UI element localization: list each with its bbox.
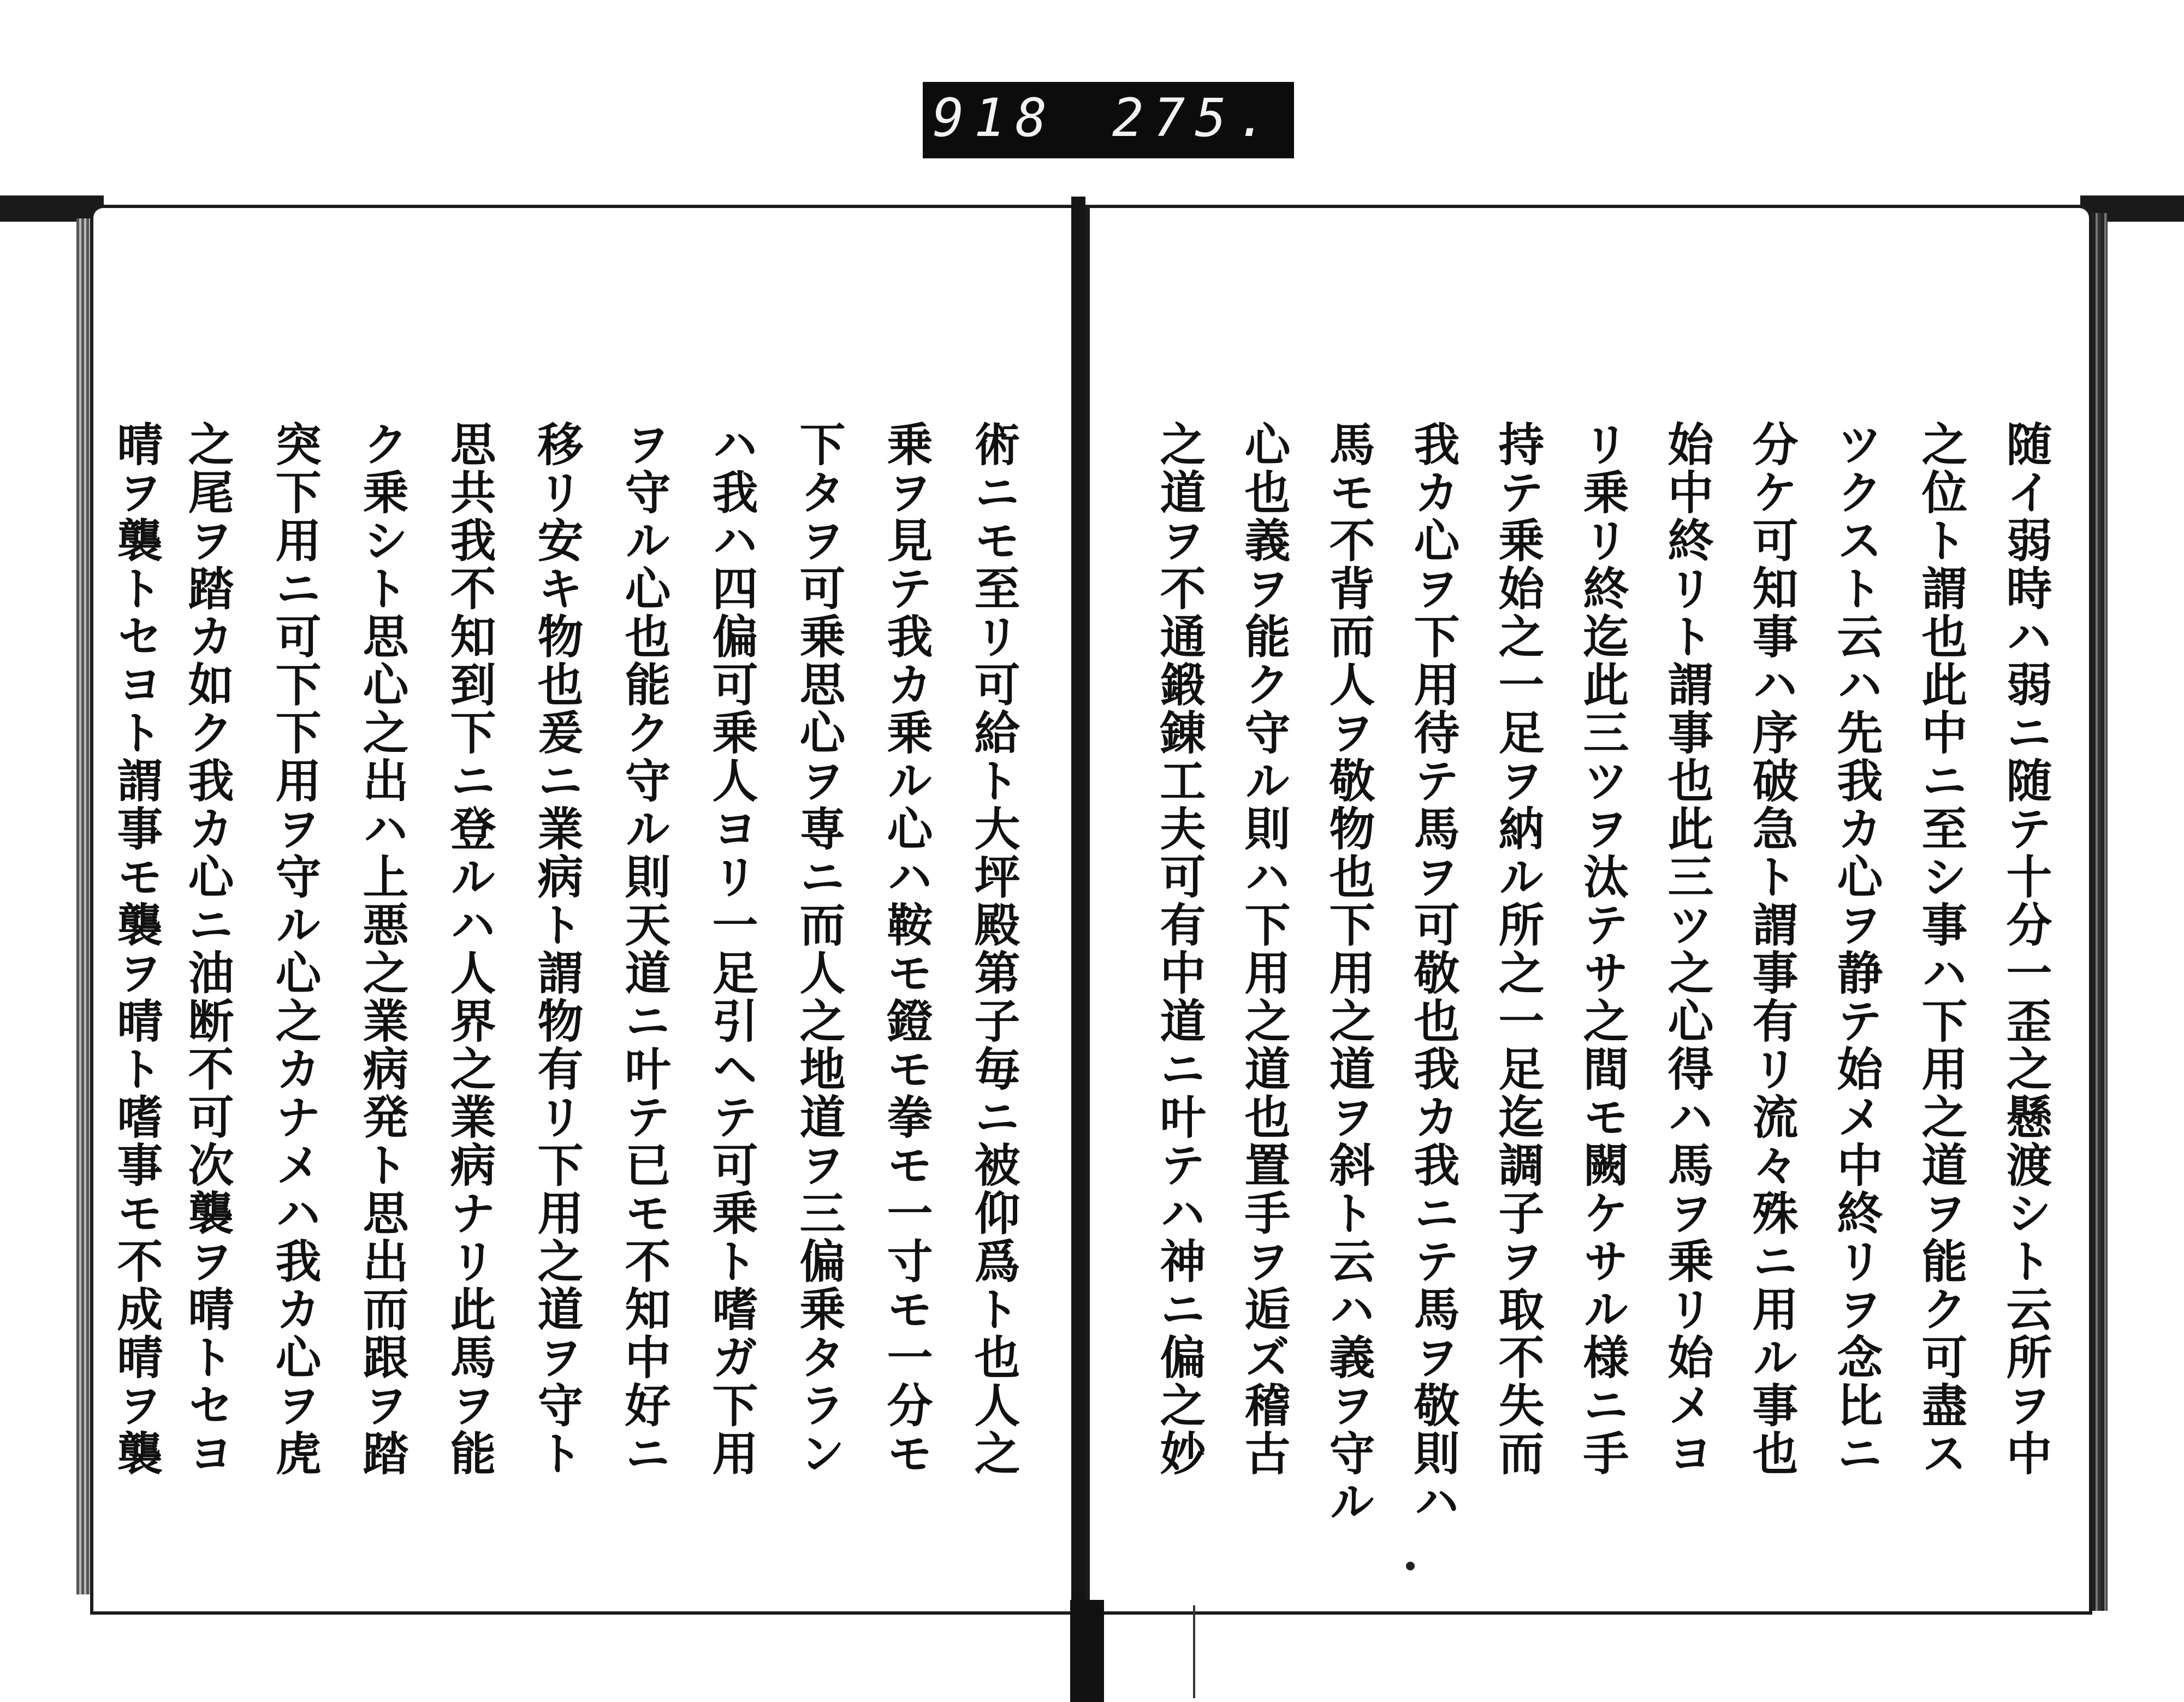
right-page-column-11: 之道ヲ不通鍛錬工夫可有中道ニ叶テハ神ニ偏之妙	[1153, 420, 1207, 1478]
left-page-column-11: 晴ヲ襲トセヨト謂事モ襲ヲ晴ト嗜事モ不成晴ヲ襲	[110, 420, 164, 1478]
right-page-column-7: 持テ乗始之一足ヲ納ル所之一足迄調子ヲ取不失而	[1491, 420, 1545, 1478]
microfilm-label-plate	[923, 82, 1294, 158]
plate-number-right: 275.	[1112, 87, 1278, 149]
right-page-column-6: リ乗リ終迄此三ツヲ汰テサ之間モ闕ケサル様ニ手	[1576, 420, 1630, 1478]
left-page-column-1: 術ニモ至リ可給ト大坪殿第子毎ニ被仰爲ト也人之	[967, 420, 1021, 1478]
left-page-column-5: ヲ守ル心也能ク守ル則天道ニ叶テ已モ不知中好ニ	[618, 420, 672, 1478]
right-page-column-10: 心也義ヲ能ク守ル則ハ下用之道也置手ヲ逅ズ稽古	[1237, 420, 1291, 1478]
right-page-column-1: 随イ弱時ハ弱ニ随テ十分一歪之懸渡シト云所ヲ中	[1999, 420, 2053, 1478]
right-page-column-2: 之位ト謂也此中ニ至シ事ハ下用之道ヲ能ク可盡ス	[1914, 420, 1968, 1478]
left-page-column-7: 思共我不知到下ニ登ルハ人界之業病ナリ此馬ヲ能	[443, 420, 497, 1478]
right-page-column-3: ツクスト云ハ先我カ心ヲ静テ始メ中終リヲ念比ニ	[1830, 420, 1884, 1478]
left-page	[90, 205, 1087, 1615]
left-page-column-6: 移リ安キ物也爰ニ業病ト謂物有リ下用之道ヲ守ト	[530, 420, 584, 1478]
right-page-column-5: 始中終リト謂事也此三ツ之心得ハ馬ヲ乗リ始メヨ	[1660, 420, 1714, 1478]
left-page-column-9: 突下用ニ可下下用ヲ守ル心之カナメハ我カ心ヲ虎	[268, 420, 322, 1478]
spine-foot	[1070, 1600, 1104, 1702]
left-page-column-8: ク乗シト思心之出ハ上悪之業病発ト思出而跟ヲ踏	[355, 420, 410, 1478]
left-page-column-2: 乗ヲ見テ我カ乗ル心ハ鞍モ鐙モ拳モ一寸モ一分モ	[880, 420, 934, 1478]
plate-number-left: 918	[933, 87, 1057, 149]
left-page-column-4: ハ我ハ四偏可乗人ヨリ一足引ヘテ可乗ト嗜ガ下用	[705, 420, 759, 1478]
left-page-column-10: 之尾ヲ踏カ如ク我カ心ニ油断不可次襲ヲ晴トセヨ	[181, 420, 235, 1478]
left-page-column-3: 下タヲ可乗思心ヲ専ニ而人之地道ヲ三偏乗タラン	[792, 420, 846, 1478]
right-page-column-4: 分ケ可知事ハ序破急ト謂事有リ流々殊ニ用ル事也	[1745, 420, 1799, 1478]
right-page-column-9: 馬モ不背而人ヲ敬物也下用之道ヲ斜ト云ハ義ヲ守ル	[1322, 420, 1376, 1526]
book-spine	[1071, 197, 1085, 1616]
right-page-column-8: 我カ心ヲ下用待テ馬ヲ可敬也我カ我ニテ馬ヲ敬則ハ	[1406, 420, 1461, 1526]
book-board-left	[0, 195, 104, 222]
fold-line	[1193, 1605, 1195, 1698]
